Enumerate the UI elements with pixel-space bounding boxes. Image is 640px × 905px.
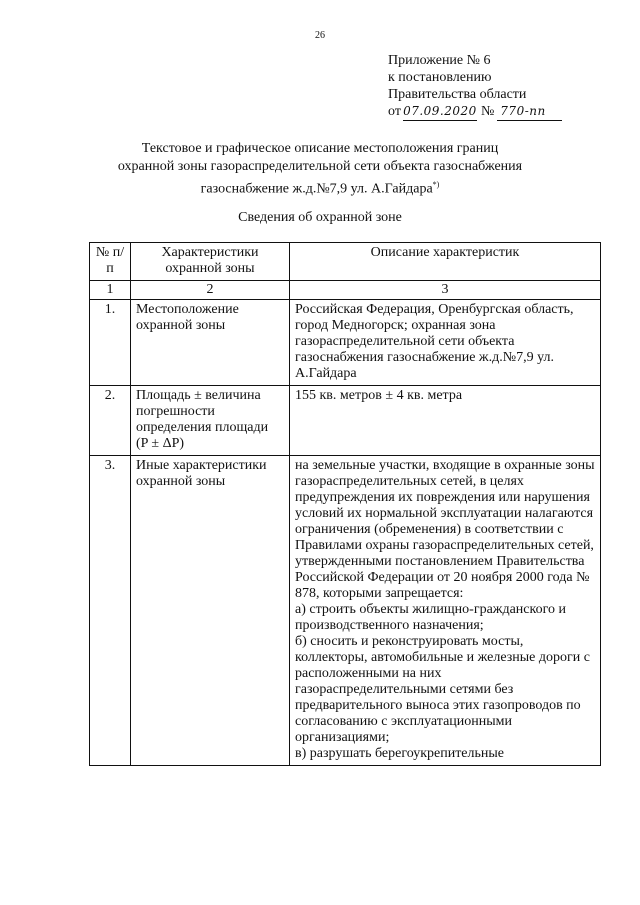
handwritten-date: 07.09.2020 [403, 103, 477, 121]
table-row [90, 456, 601, 766]
table-header-row [90, 243, 601, 281]
number-prefix: № [480, 104, 495, 119]
appendix-block [388, 52, 562, 121]
column-number: 2 [131, 281, 290, 300]
column-number: 3 [290, 281, 601, 300]
title-line-2: охранной зоны газораспределительной сети объекта газоснабжения [117, 159, 523, 174]
protection-zone-table [89, 242, 601, 766]
row-number: 1. [90, 300, 131, 386]
title-line-3 [0, 176, 640, 199]
footnote-mark: *) [432, 180, 440, 189]
row-description: 155 кв. метров ± 4 кв. метра [290, 386, 601, 456]
appendix-date-line [388, 103, 562, 121]
row-number: 3. [90, 456, 131, 766]
row-characteristic: Иные характеристики охранной зоны [131, 456, 290, 766]
description-paragraph: на земельные участки, входящие в охранные зоны газораспределительных сетей, в целях предупреждения их повреждения или нарушения условий их нормальной эксплуатации налагаются ограничения (обременения) в соответствии с Правилами охраны газораспределительных сетей, утвержденными постановлением Правительства Российской Федерации от 20 ноября 2000 года № 878, которыми запрещается: [295, 458, 595, 601]
appendix-line-1: Приложение № 6 [388, 53, 491, 68]
row-description: Российская Федерация, Оренбургская область, город Медногорск; охранная зона газораспределительной сети объекта газоснабжения газоснабжение ж.д.№7,9 ул. А.Гайдара [290, 300, 601, 386]
title-line-1: Текстовое и графическое описание местоположения границ [141, 141, 499, 156]
row-number: 2. [90, 386, 131, 456]
appendix-line-3: Правительства области [388, 87, 527, 102]
column-number: 1 [90, 281, 131, 300]
table-row [90, 300, 601, 386]
row-characteristic: Площадь ± величина погрешности определения площади (P ± ΔP) [131, 386, 290, 456]
appendix-line-2: к постановлению [388, 70, 492, 85]
table-row [90, 386, 601, 456]
header-description: Описание характеристик [290, 243, 601, 281]
description-paragraph: а) строить объекты жилищно-гражданского и производственного назначения; [295, 602, 566, 633]
page-number: 26 [315, 30, 325, 41]
header-number: № п/п [90, 243, 131, 281]
section-title: Сведения об охранной зоне [238, 210, 402, 225]
date-prefix: от [388, 104, 401, 119]
header-characteristic: Характеристики охранной зоны [131, 243, 290, 281]
column-number-row [90, 281, 601, 300]
row-description [290, 456, 601, 766]
handwritten-number: 770-пп [497, 103, 562, 121]
document-title [0, 140, 640, 199]
row-characteristic: Местоположение охранной зоны [131, 300, 290, 386]
description-paragraph: б) сносить и реконструировать мосты, коллекторы, автомобильные и железные дороги с расположенными на них газораспределительными сетями без предварительного выноса этих газопроводов по согласованию с эксплуатационными организациями; [295, 634, 590, 745]
title-line-3-text: газоснабжение ж.д.№7,9 ул. А.Гайдара [200, 181, 433, 197]
description-paragraph: в) разрушать берегоукрепительные [295, 746, 505, 761]
